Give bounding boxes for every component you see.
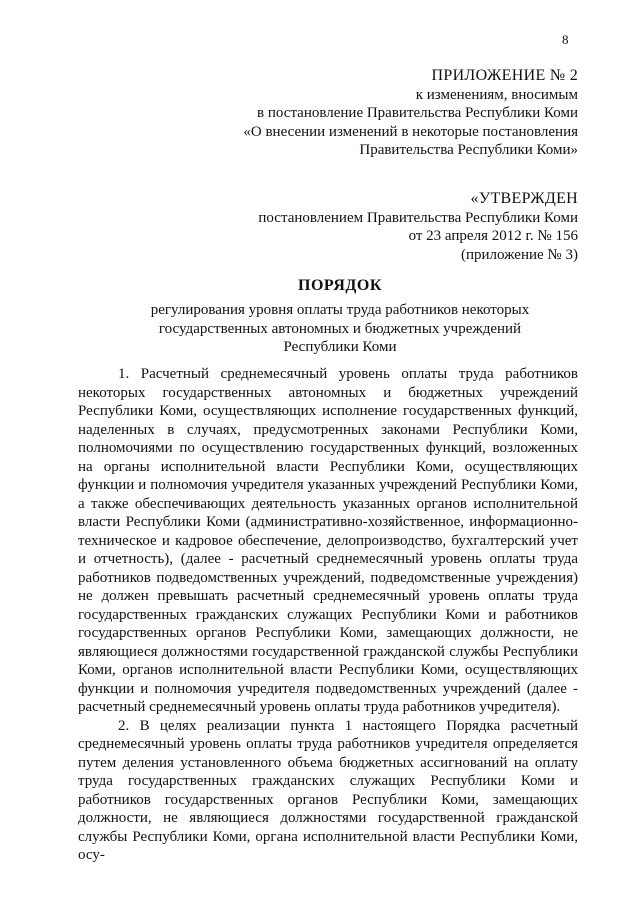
- annex-line: в постановление Правительства Республики Коми: [257, 105, 578, 121]
- approved-title: «УТВЕРЖДЕН: [470, 190, 578, 207]
- document-subtitle-line: государственных автономных и бюджетных учреждений: [158, 320, 522, 337]
- annex-line: к изменениям, вносимым: [415, 86, 578, 103]
- document-subtitle-line: регулирования уровня оплаты труда работников некоторых: [150, 302, 530, 318]
- annex-title: ПРИЛОЖЕНИЕ № 2: [431, 67, 578, 84]
- approved-line: постановлением Правительства Республики Коми: [258, 209, 578, 226]
- annex-line: «О внесении изменений в некоторые постановления: [243, 123, 578, 140]
- approved-line: (приложение № 3): [460, 246, 578, 263]
- annex-line: Правительства Республики Коми»: [359, 142, 578, 158]
- approval-stamp-text: [258, 190, 578, 264]
- paragraph-1: 1. Расчетный среднемесячный уровень оплаты труда работников некоторых государственных автономных и бюджетных учреждений Республики Коми, осуществляющих исполнение государственных функций, наделенных в случаях, предусмотренных законами Республики Коми, полномочиями по осуществлению государственных функций, возложенных на органы исполнительной власти Республики Коми, осуществляющих функции и полномочия учредителя указанных учреждений Республики Коми, а также обеспечивающих деятельность указанных органов исполнительной власти Республики Коми (административно-хозяйственное, информационно-техническое и кадровое обеспечение, делопроизводство, бухгалтерский учет и отчетность), (далее - расчетный среднемесячный уровень оплаты труда работников подведомственных учреждений, подведомственные учреждения) не должен превышать расчетный среднемесячный уровень оплаты труда государственных гражданских служащих Республики Коми и работников государственных органов Республики Коми, замещающих должности, не являющиеся должностями государственной гражданской службы Республики Коми, органов исполнительной власти Республики Коми, осуществляющих функции и полномочия учредителя подведомственных учреждений (далее - расчетный среднемесячный уровень оплаты труда работников учредителя).: [78, 366, 578, 715]
- document-subtitle-line: Республики Коми: [283, 339, 397, 355]
- approved-line: от 23 апреля 2012 г. № 156: [408, 228, 578, 244]
- document-heading: [100, 277, 580, 357]
- document-body: [78, 365, 578, 865]
- annex-header: [243, 67, 578, 160]
- page-number: 8: [562, 32, 569, 47]
- paragraph-2: 2. В целях реализации пункта 1 настоящего Порядка расчетный среднемесячный уровень оплаты труда работников учредителя определяется путем деления установленного объема бюджетных ассигнований на оплату труда государственных гражданских служащих Республики Коми и работников государственных органов Республики Коми, замещающих должности, не являющиеся должностями государственной гражданской службы Республики Коми, органа исполнительной власти Республики Коми, осу-: [78, 717, 578, 863]
- document-title: ПОРЯДОК: [298, 277, 382, 294]
